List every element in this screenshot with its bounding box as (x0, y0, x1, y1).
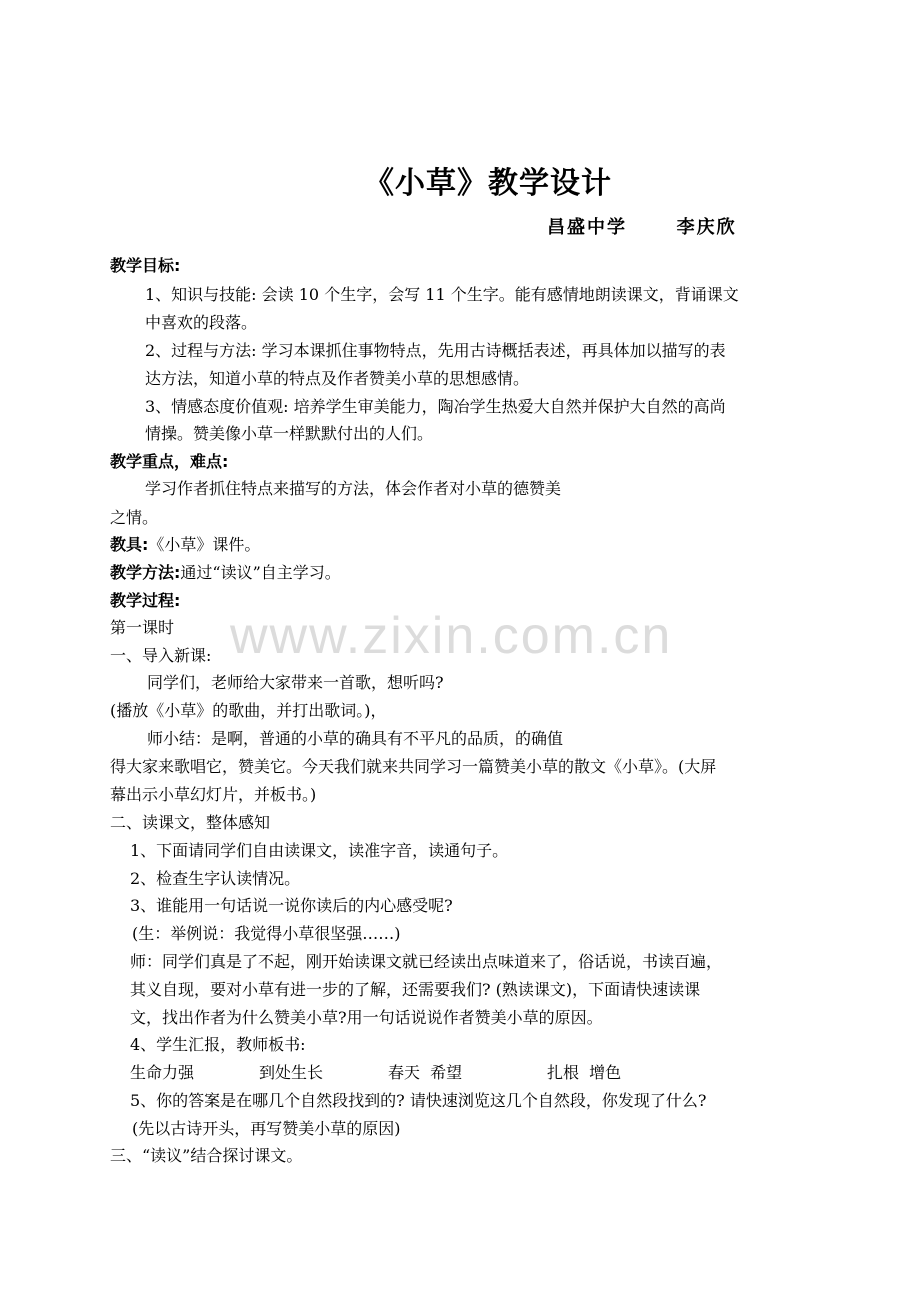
intro-line-4: 得大家来歌唱它，赞美它。今天我们就来共同学习一篇赞美小草的散文《小草》。(大屏 (110, 757, 717, 776)
goal-2-line-1: 2、过程与方法: 学习本课抓住事物特点，先用古诗概括表述，再具体加以描写的表 (145, 341, 726, 360)
tools-text: 《小草》课件。 (148, 535, 261, 554)
goals-heading: 教学目标: (110, 256, 181, 275)
focus-heading: 教学重点，难点: (110, 452, 229, 471)
reading-heading: 二、读课文，整体感知 (110, 813, 271, 832)
board-item: 春天 希望 (388, 1063, 463, 1082)
method-text: 通过“读议”自主学习。 (180, 563, 341, 582)
goal-2-line-2: 达方法，知道小草的特点及作者赞美小草的思想感情。 (145, 369, 530, 388)
goal-3-line-2: 情操。赞美像小草一样默默付出的人们。 (145, 424, 434, 443)
reading-step-5-answer: (先以古诗开头，再写赞美小草的原因) (132, 1119, 401, 1138)
reading-step-3: 3、谁能用一句话说一说你读后的内心感受呢? (130, 896, 453, 915)
reading-step-2: 2、检查生字认读情况。 (130, 869, 301, 888)
watermark: www.zixin.com.cn (230, 607, 673, 665)
process-heading: 教学过程: (110, 591, 181, 610)
document-title: 《小草》教学设计 (364, 166, 612, 201)
tools-line (110, 535, 260, 555)
reading-step-1: 1、下面请同学们自由读课文，读准字音，读通句子。 (130, 841, 509, 860)
intro-line-3: 师小结：是啊，普通的小草的确具有不平凡的品质，的确值 (147, 729, 564, 748)
focus-line-1: 学习作者抓住特点来描写的方法，体会作者对小草的德赞美 (145, 479, 562, 498)
reading-step-3-answer: (生：举例说：我觉得小草很坚强……) (132, 924, 401, 943)
goal-1-line-1: 1、知识与技能: 会读 10 个生字，会写 11 个生字。能有感情地朗读课文，背诵课文 (145, 285, 739, 304)
teacher-line-3: 文，找出作者为什么赞美小草?用一句话说说作者赞美小草的原因。 (130, 1008, 603, 1027)
board-item: 到处生长 (259, 1063, 324, 1082)
discuss-heading: 三、“读议”结合探讨课文。 (110, 1146, 303, 1165)
author-line: 昌盛中学 李庆欣 (547, 217, 737, 238)
method-label: 教学方法: (110, 563, 181, 582)
intro-line-1: 同学们，老师给大家带来一首歌，想听吗? (147, 673, 444, 692)
board-item: 生命力强 (130, 1063, 195, 1082)
lesson-label: 第一课时 (110, 618, 175, 637)
method-line (110, 563, 341, 583)
goal-1-line-2: 中喜欢的段落。 (145, 313, 258, 332)
reading-step-5: 5、你的答案是在哪几个自然段找到的? 请快速浏览这几个自然段，你发现了什么? (130, 1091, 707, 1110)
board-item: 扎根 增色 (547, 1063, 622, 1082)
teacher-line-1: 师：同学们真是了不起，刚开始读课文就已经读出点味道来了，俗话说，书读百遍， (130, 952, 723, 971)
intro-heading: 一、导入新课: (110, 646, 212, 665)
teacher-line-2: 其义自现，要对小草有进一步的了解，还需要我们? (熟读课文)，下面请快速读课 (130, 980, 701, 999)
reading-step-4: 4、学生汇报，教师板书: (130, 1035, 306, 1054)
goal-3-line-1: 3、情感态度价值观: 培养学生审美能力，陶冶学生热爱大自然并保护大自然的高尚 (145, 397, 726, 416)
focus-line-2: 之情。 (110, 508, 159, 527)
intro-line-2: (播放《小草》的歌曲，并打出歌词。)， (110, 701, 387, 720)
intro-line-5: 幕出示小草幻灯片，并板书。) (110, 785, 317, 804)
tools-label: 教具: (110, 535, 149, 554)
